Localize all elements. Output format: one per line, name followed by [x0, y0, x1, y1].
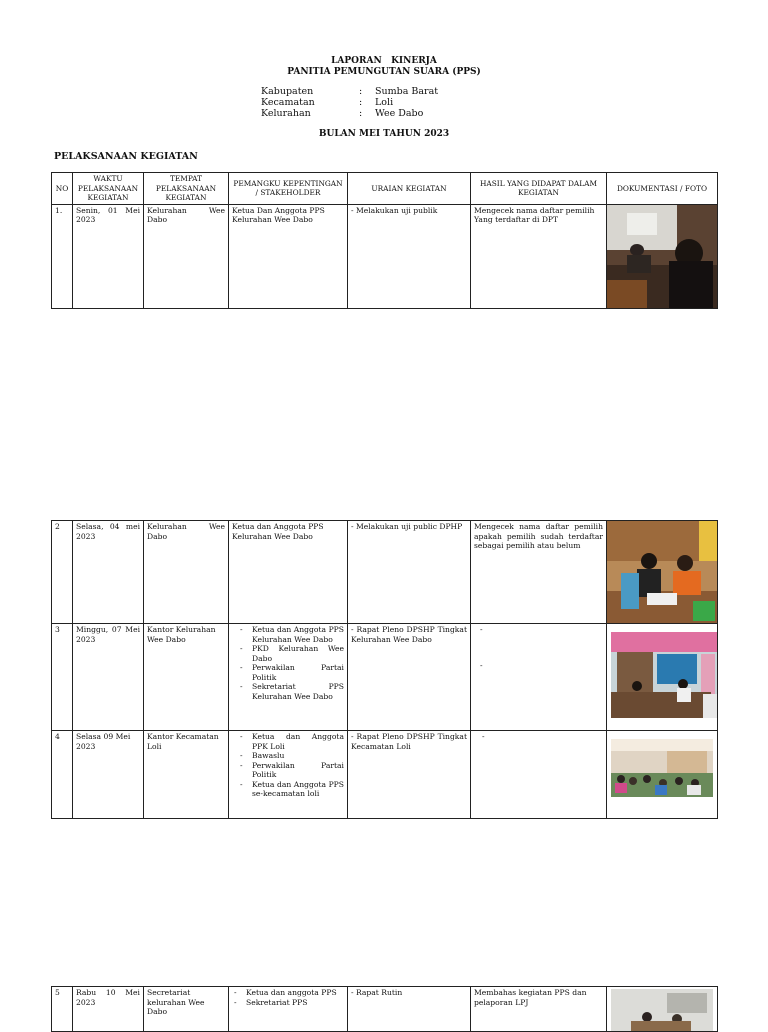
row-time: Selasa, 04 mei 2023	[73, 521, 144, 624]
row-result: Mengecek nama daftar pemilih Yang terdaftar di DPT	[471, 204, 607, 308]
row-number: 1.	[52, 204, 73, 308]
stakeholder-item: - Bawaslu	[252, 751, 344, 761]
stakeholder-item: - Perwakilan Partai Politik	[252, 663, 344, 682]
row-stakeholder	[229, 731, 348, 819]
row-number: 2	[52, 521, 73, 624]
row-description: - Melakukan uji publik	[348, 204, 471, 308]
section-heading: PELAKSANAAN KEGIATAN	[54, 151, 198, 162]
row-photo	[607, 521, 718, 624]
row-result: Membahas kegiatan PPS dan pelaporan LPJ	[471, 987, 607, 1032]
row-number: 4	[52, 731, 73, 819]
col-header-result: HASIL YANG DIDAPAT DALAM KEGIATAN	[471, 173, 607, 205]
stakeholder-item: - Perwakilan Partai Politik	[252, 761, 344, 780]
info-label: Kelurahan	[261, 108, 311, 119]
stakeholder-item: - Ketua dan Anggota PPS Kelurahan Wee Dabo	[252, 625, 344, 644]
row-stakeholder: Ketua dan Anggota PPS Kelurahan Wee Dabo	[229, 521, 348, 624]
photo-plenary-meeting	[607, 624, 717, 730]
info-value: Loli	[375, 97, 394, 108]
col-header-stakeholder: PEMANGKU KEPENTINGAN / STAKEHOLDER	[229, 173, 348, 205]
info-value: Wee Dabo	[375, 108, 424, 119]
row-result	[471, 624, 607, 731]
table-row	[52, 624, 718, 731]
stakeholder-item: - Sekretariat PPS Kelurahan Wee Dabo	[252, 682, 344, 701]
row-stakeholder: Ketua Dan Anggota PPS Kelurahan Wee Dabo	[229, 204, 348, 308]
row-result: Mengecek nama daftar pemilih apakah pemilih sudah terdaftar sebagai pemilih atau belum	[471, 521, 607, 624]
photo-meeting-indoor	[607, 205, 717, 308]
col-header-no: NO	[52, 173, 73, 205]
stakeholder-item: - Ketua dan Anggota PPS se-kecamatan loli	[252, 780, 344, 799]
col-header-photo: DOKUMENTASI / FOTO	[607, 173, 718, 205]
table-row	[52, 987, 718, 1032]
stakeholder-item: - PKD Kelurahan Wee Dabo	[252, 644, 344, 663]
row-time: Selasa 09 Mei 2023	[73, 731, 144, 819]
row-description: - Rapat Rutin	[348, 987, 471, 1032]
location-info: Kabupaten : Sumba Barat Kecamatan : Loli Kelurahan : Wee Dabo	[261, 86, 439, 119]
table-row	[52, 731, 718, 819]
activity-table-part2	[51, 520, 718, 819]
photo-routine-meeting	[607, 987, 717, 1031]
row-description: - Rapat Pleno DPSHP Tingkat Kelurahan Wee Dabo	[348, 624, 471, 731]
row-result	[471, 731, 607, 819]
table-row	[52, 204, 718, 308]
info-label: Kabupaten	[261, 86, 314, 97]
row-photo	[607, 987, 718, 1032]
row-photo	[607, 731, 718, 819]
result-item: -	[480, 660, 483, 670]
row-description: - Rapat Pleno DPSHP Tingkat Kecamatan Loli	[348, 731, 471, 819]
row-time: Senin, 01 Mei 2023	[73, 204, 144, 308]
row-photo	[607, 204, 718, 308]
col-header-place: TEMPAT PELAKSANAAN KEGIATAN	[144, 173, 229, 205]
row-place: Secretariat kelurahan Wee Dabo	[144, 987, 229, 1032]
report-title: LAPORAN KINERJA	[331, 56, 437, 66]
activity-table-part3	[51, 986, 718, 1032]
row-photo	[607, 624, 718, 731]
photo-voter-check	[607, 521, 717, 623]
col-header-time: WAKTU PELAKSANAAN KEGIATAN	[73, 173, 144, 205]
row-place: Kelurahan Wee Dabo	[144, 204, 229, 308]
stakeholder-item: - Ketua dan anggota PPS	[246, 988, 344, 998]
activity-table-part1	[51, 172, 718, 309]
result-item: -	[482, 732, 485, 741]
row-place: Kelurahan Wee Dabo	[144, 521, 229, 624]
row-place: Kantor Kecamatan Loli	[144, 731, 229, 819]
stakeholder-item: - Ketua dan Anggota PPK Loli	[252, 732, 344, 751]
row-stakeholder	[229, 624, 348, 731]
report-period: BULAN MEI TAHUN 2023	[318, 129, 450, 139]
info-value: Sumba Barat	[375, 86, 439, 97]
row-stakeholder	[229, 987, 348, 1032]
row-description: - Melakukan uji public DPHP	[348, 521, 471, 624]
stakeholder-item: - Sekretariat PPS	[246, 998, 344, 1008]
row-place: Kantor Kelurahan Wee Dabo	[144, 624, 229, 731]
col-header-description: URAIAN KEGIATAN	[348, 173, 471, 205]
row-number: 3	[52, 624, 73, 731]
row-number: 5	[52, 987, 73, 1032]
row-time: Minggu, 07 Mei 2023	[73, 624, 144, 731]
result-item: -	[480, 625, 483, 634]
row-time: Rabu 10 Mei 2023	[73, 987, 144, 1032]
table-row	[52, 521, 718, 624]
info-label: Kecamatan	[261, 97, 315, 108]
report-subtitle: PANITIA PEMUNGUTAN SUARA (PPS)	[287, 67, 481, 77]
photo-district-meeting	[607, 731, 717, 818]
